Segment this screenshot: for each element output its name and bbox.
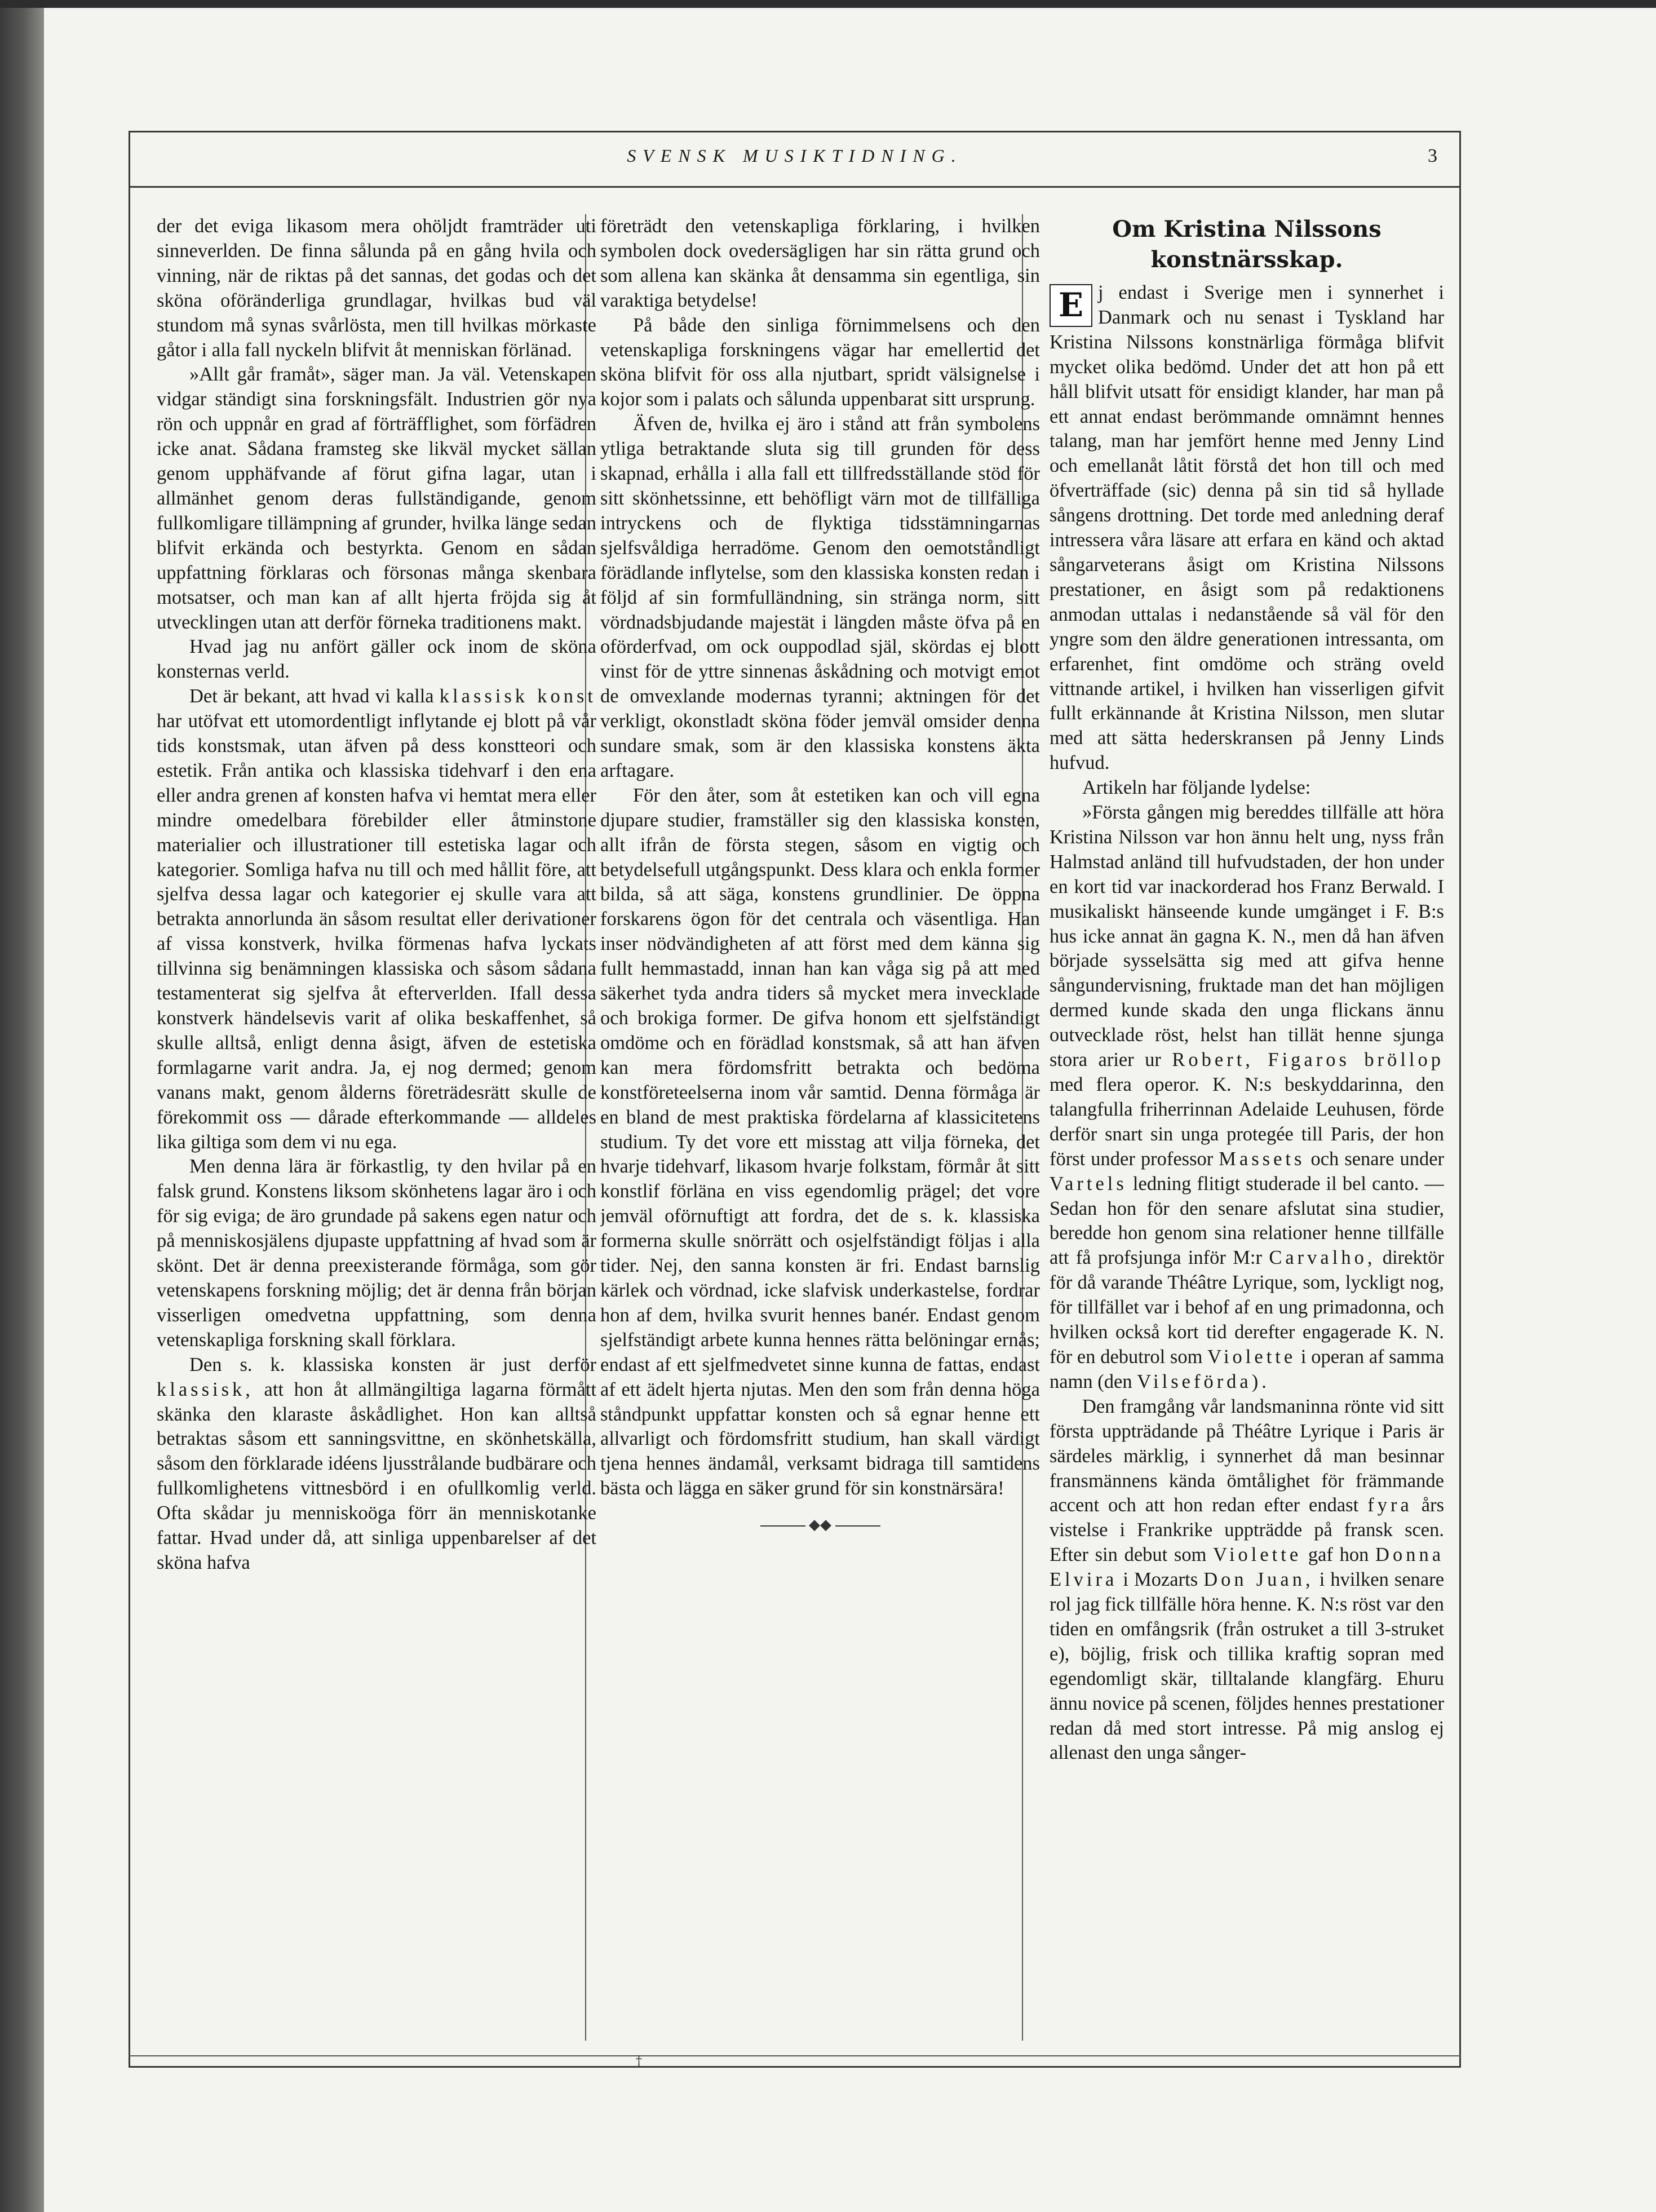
col3-p3-text-c: och senare under [1310, 1148, 1444, 1170]
column-1 [157, 214, 596, 2041]
col1-paragraph-2: »Allt går framåt», säger man. Ja väl. Vetenskapen vidgar ständigt sina forskningsfält. Industrien gör nya rön och uppnår en grad af förträfflighet, som förfädren icke anat. Sådana framsteg ske likväl mycket sällan genom upphäfvande af förut gifna lagar, utan i allmänhet genom deras fullständigande, genom fullkomligare tillämpning af grunder, hvilka länge sedan blifvit erkända och bestyrkta. Genom en sådan uppfattning förklaras och försonas många skenbara motsatser, och man kan af allt hjerta fröjda sig åt utvecklingen utan att derför förneka traditionens makt. [157, 364, 596, 633]
col3-p3-emphasis-d: Carvalho, [1269, 1247, 1376, 1269]
col3-p1-text: j endast i Sverige men i synnerhet i Danmark och nu senast i Tyskland har Kristina Nilssons konstnärliga förmåga blifvit mycket olika bedömd. Under det att hon på ett håll blifvit utsatt för ensidigt klander, har man på ett annat endast berömmande omnämnt hennes talang, man har jemfört henne med Jenny Lind och emellanåt låtit förstå det hon till och med öfverträffade (sic) denna på sin tid så hyllade sångens drottning. Det torde med anledning deraf intressera våra läsare att erfara en känd och aktad sångarveterans åsigt om Kristina Nilssons prestationer, en åsigt som på redaktionens anmodan uttalas i nedanstående så väl för den yngre som den äldre generationen intressanta, om erfarenhet, fint omdöme och sträng oveld vittnande artikel, i hvilken han visserligen gifvit fullt erkännande åt Kristina Nilsson, men slutar med att sätta hederskransen på Jenny Linds hufvud. [1050, 282, 1444, 774]
col3-p4-emphasis-c: Donna Elvira [1050, 1544, 1444, 1591]
footer-rule [129, 2055, 1461, 2056]
col2-paragraph-2: På både den sinliga förnimmelsens och den vetenskapliga forskningens vägar har emellertid det sköna blifvit för oss alla njutbart, spridt välsignelse i kojor som i palats och sålunda uppenbarat sitt ursprung. [600, 314, 1040, 410]
scan-edge-left [0, 0, 44, 2212]
col3-paragraph-4 [1050, 1395, 1444, 1766]
col1-p4-text-a: Det är bekant, att hvad vi kalla [189, 685, 434, 707]
col3-p3-emphasis-b: Massets [1219, 1148, 1305, 1170]
col3-p4-text-d: i Mozarts [1123, 1569, 1198, 1591]
col1-p4-text-b: har utöfvat ett utomordentligt inflytande ej blott på vår tids konstsmak, utan äfven på dess konstteori och estetik. Från antika och klassiska tidehvarf i den ena eller andra grenen af konsten hafva vi hemtat mera eller mindre omedelbara förebilder eller åtminstone materialier och illustrationer till estetiska lagar och kategorier. Somliga hafva nu till och med hållit före, att sjelfva dessa lagar och kategorier ej skulle vara att betrakta annorlunda än såsom resultat eller derivationer af vissa konstverk, hvilka förmenas hafva lyckats tillvinna sig benämningen klassiska och såsom sådana testamenterat sig sjelfva åt efterverlden. Ifall dessa konstverk händelsevis varit af olika beskaffenhet, så skulle alltså, enligt denna åsigt, äfven de estetiska formlagarne varit andra. Ja, ej nog dermed; genom vanans makt, genom ålderns företrädesrätt skulle de förekommit oss — dårade efterkommande — alldeles lika giltiga som dem vi nu ega. [157, 710, 596, 1153]
col1-p6-emphasis: klassisk, [157, 1378, 254, 1400]
col3-p3-text-b: med flera operor. K. N:s beskyddarinna, den talangfulla friherrinnan Adelaide Leuhusen, förde derför snart sin unga protegée till Paris, der hon först under professor [1050, 1074, 1444, 1170]
col1-paragraph-3: Hvad jag nu anfört gäller ock inom de sköna konsternas verld. [157, 636, 596, 683]
col1-paragraph-4 [157, 684, 596, 1154]
col2-paragraph-3: Äfven de, hvilka ej äro i stånd att från symbolens ytliga betraktande sluta sig till grunden för dess skapnad, erhålla i alla fall ett tillfredsställande stöd för sitt skönhetssinne, ett behöfligt värn mot de tillfälliga intryckens och de flyktiga tidsstämningarnas sjelfsvåldiga herradöme. Genom den oemotståndligt förädlande inflytelse, som den klassiska konsten redan i följd af sin formfulländning, sin stränga norm, sitt vördnadsbjudande majestät i längden måste öfva på en oförderfvad, om ock ouppodlad själ, skördas ej blott vinst för de yttre sinnenas åskådning och motvigt emot de omvexlande modernas tyranni; aktningen för det verkligt, okonstladt sköna föder jemväl omsider denna sundare smak, som är den klassiska konstens äkta arftagare. [600, 413, 1040, 781]
col3-p4-text-c: gaf hon [1308, 1544, 1369, 1566]
header-rule [129, 186, 1461, 188]
col3-p3-emphasis-c: Vartels [1050, 1173, 1127, 1195]
col2-paragraph-1: företrädt den vetenskapliga förklaring, i hvilken symbolen dock ovedersägligen har sin rätta grund och som allena kan skänka åt densamma sin egentliga, sin varaktiga betydelse! [600, 215, 1040, 311]
col3-p3-text-d: ledning flitigt studerade il bel canto. — Sedan hon för den senare afslutat sina studier, beredde hon genom sina relationer henne tillfälle att få profsjunga inför M:r [1050, 1173, 1444, 1269]
col3-p4-text-a: Den framgång vår landsmaninna rönte vid sitt första uppträdande på Théâtre Lyrique i Paris är särdeles märklig, i synnerhet då man besinnar fransmännens kända ömtålighet för främmande accent och att hon redan efter endast [1050, 1395, 1444, 1516]
col3-p3-emphasis-f: Vilseförda). [1137, 1370, 1270, 1392]
col3-p3-text-e: direktör för då varande Théâtre Lyrique, som, lyckligt nog, för tillfället var i behof af en ung primadonna, och hvilken också kort tid derefter engagerade K. N. för en debutrol som [1050, 1247, 1444, 1368]
col3-p3-text-a: »Första gången mig bereddes tillfälle att höra Kristina Nilsson var hon ännu helt ung, nyss från Halmstad anländ till hufvudstaden, der hon under en kort tid var inackorderad hos Franz Berwald. I musikaliskt hänseende kunde umgänget i F. B:s hus icke annat än gagna K. N., men då han äfven började sysselsätta sig med att gifva henne sångundervisning, fruktade man det han möjligen dermed kunde skada den unga flickans ännu outvecklade röst, helst han tillät henne sjunga stora arier ur [1050, 802, 1444, 1071]
col3-p4-emphasis-a: fyra [1367, 1494, 1413, 1516]
col3-p4-emphasis-b: Violette [1213, 1544, 1302, 1566]
end-ornament: ◆◆ [600, 1512, 1040, 1537]
dropcap-initial: E [1050, 284, 1092, 327]
col2-paragraph-4: För den åter, som åt estetiken kan och vill egna djupare studier, framställer sig den klassiska konsten, allt ifrån de första stegen, såsom en vigtig och betydelsefull utgångspunkt. Dess klara och enkla former bilda, så att säga, konstens grundlinier. De öppna forskarens ögon för det centrala och väsentliga. Han inser nödvändigheten af att först med dem känna sig fullt hemmastadd, innan han kan våga sig på att med säkerhet tyda andra tiders så mycket mera invecklade och brokiga former. De gifva honom ett sjelfständigt omdöme och en förädlad konstsmak, så att han äfven kan mera fördomsfritt betrakta och bedöma konstföreteelserna inom vår samtid. Denna förmåga är en bland de mest praktiska fördelarna af klassicitetens studium. Ty det vore ett misstag att vilja förneka, det hvarje tidehvarf, likasom hvarje folkstam, förmår åt sitt konstlif förläna en viss egendomlig prägel; det vore jemväl oförnuftigt att fordra, det de s. k. klassiska formerna skulle snörrätt och osjelfständigt följas i alla tider. Nej, den sanna konsten är fri. Endast barnslig kärlek och vördnad, icke slafvisk underkastelse, fordrar hon af dem, hvilka svurit hennes banér. Endast genom sjelfständigt arbete kunna hennes rätta belöningar ernås; endast af ett sjelfmedvetet sinne kunna de fattas, endast af ett ädelt hjerta njutas. Men den som från denna höga ståndpunkt uppfattar konsten och så egnar henne ett allvarligt och fördomsfritt studium, han skall värdigt tjena hennes ändamål, verksamt bidraga till samtidens bästa och lägga en säker grund för sin konstnärsära! [600, 784, 1040, 1499]
col1-p6-text-a: Den s. k. klassiska konsten är just derför [189, 1353, 596, 1375]
col3-p4-text-e: i hvilken senare rol jag fick tillfälle höra henne. K. N:s röst var den tiden en omfångsrik (från ostruket a till 3-struket e), böjlig, frisk och tillika kraftig sopran med egendomligt skär, tilltalande klangfärg. Ehuru ännu novice på scenen, följdes hennes prestationer redan då med stort intresse. På mig anslog ej allenast den unga sånger- [1050, 1569, 1444, 1764]
col3-p4-emphasis-d: Don Juan, [1203, 1569, 1314, 1591]
col1-p6-text-b: att hon åt allmängiltiga lagarna förmått skänka den klaraste åskådlighet. Hon kan alltså betraktas såsom ett sanningsvittne, en skönhetskälla, såsom den förklarade idéens ljusstrålande budbärare och fullkomlighetens vittnesbörd i en ofullkomlig verld. Ofta skådar ju menniskoöga förr än menniskotanke fattar. Hvad under då, att sinliga uppenbarelser af det sköna hafva [157, 1378, 596, 1573]
col3-paragraph-1 [1050, 281, 1444, 776]
scan-edge-top [0, 0, 1656, 8]
col3-paragraph-3 [1050, 800, 1444, 1395]
article-title [1050, 214, 1444, 275]
article-title-line-2: konstnärsskap. [1150, 246, 1343, 273]
page-number: 3 [1428, 145, 1437, 166]
article-title-line-1: Om Kristina Nilssons [1112, 216, 1382, 242]
col3-p3-text-f: i operan af samma namn (den [1050, 1346, 1444, 1392]
column-2 [600, 214, 1040, 2041]
col1-paragraph-1: der det eviga likasom mera ohöljdt framträder uti sinneverlden. De finna sålunda på en gång hvila och vinning, när de riktas på det sannas, det godas och det sköna oföränderliga grundlagar, hvilkas bud väl stundom må synas svårlösta, men till hvilkas mörkaste gåtor i alla fall nyckeln blifvit åt menniskan förlänad. [157, 215, 596, 361]
col3-p3-emphasis-a: Robert, Figaros bröllop [1172, 1049, 1444, 1071]
col1-p4-emphasis: klassisk konst [439, 685, 596, 707]
column-3 [1050, 214, 1444, 2041]
col3-p4-text-b: års vistelse i Frankrike uppträdde på fransk scen. Efter sin debut som [1050, 1494, 1444, 1566]
col3-paragraph-2: Artikeln har följande lydelse: [1082, 777, 1311, 799]
col1-paragraph-5: Men denna lära är förkastlig, ty den hvilar på en falsk grund. Konstens liksom skönhetens lagar äro i och för sig eviga; de äro grundade på sakens egen natur och på menniskosjälens djupaste uppfattning af hvad som är skönt. Det är denna preexisterande förmåga, som gör vetenskapens forskning möjlig; det är denna från början visserligen omedvetna uppfattning, som denna vetenskapliga forskning skall förklara. [157, 1156, 596, 1351]
col3-p3-emphasis-e: Violette [1207, 1346, 1296, 1368]
col1-paragraph-6 [157, 1353, 596, 1576]
running-title: SVENSK MUSIKTIDNING. [627, 145, 963, 166]
footer-mark: † [636, 2054, 642, 2068]
